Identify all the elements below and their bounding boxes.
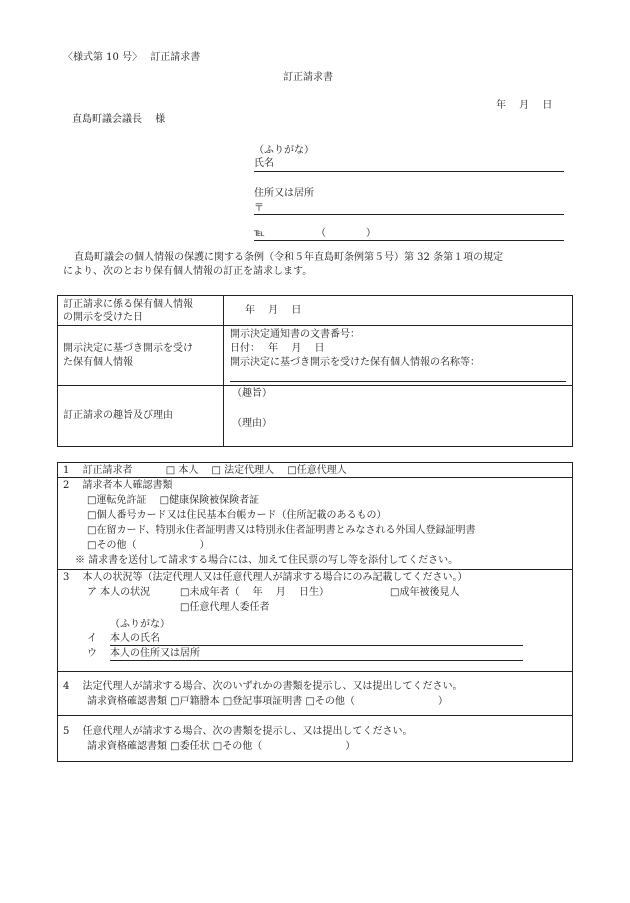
form-number: 〈様式第 10 号〉 訂正請求書 <box>63 52 201 63</box>
intro-line-1: 直島町議会の個人情報の保護に関する条例（令和５年直島町条例第５号）第 32 条第１項の規定 <box>74 252 504 263</box>
row1-label: 訂正請求に係る保有個人情報 <box>63 299 193 310</box>
row2-label: 開示決定に基づき開示を受け <box>63 343 193 354</box>
person-furigana: （ふりがな） <box>110 619 170 630</box>
section-2-note: ※ 請求書を送付して請求する場合には、加えて住民票の写し等を添付してください。 <box>75 555 459 566</box>
id-doc-option[interactable]: □在留カード、特別永住者証明書又は特別永住者証明書とみなされる外国人登録証明書 <box>87 525 476 536</box>
section-5-title: 5 任意代理人が請求する場合、次の書類を提示し、又は提出してください。 <box>63 726 413 737</box>
tel-label: ℡ <box>254 228 265 239</box>
id-doc-option[interactable]: □運転免許証 □健康保険被保険者証 <box>87 495 260 506</box>
name-field[interactable] <box>254 171 564 172</box>
row3-label: 訂正請求の趣旨及び理由 <box>63 410 173 421</box>
person-status-label: ア 本人の状況 <box>87 587 151 598</box>
person-address-field[interactable]: 本人の住所又は居所 <box>110 648 200 659</box>
row2-label: た保有個人情報 <box>63 357 133 368</box>
requester-type[interactable]: 1 訂正請求者 □ 本人 □ 法定代理人 □任意代理人 <box>63 465 347 476</box>
agent-docs[interactable]: 請求資格確認書類 □委任状 □その他（ ） <box>87 741 356 752</box>
doc-date-field[interactable]: 日付： 年 月 日 <box>230 343 325 354</box>
status-option[interactable]: □成年被後見人 <box>390 587 460 598</box>
section-4-title: 4 法定代理人が請求する場合、次のいずれかの書類を提示し、又は提出してください。 <box>63 681 463 692</box>
table-divider <box>57 477 573 478</box>
person-address-line <box>110 660 523 661</box>
reason-field[interactable]: （理由） <box>232 418 272 429</box>
table-divider <box>57 671 573 672</box>
table-divider <box>57 569 573 570</box>
id-doc-option[interactable]: □その他（ ） <box>87 540 210 551</box>
person-address-label: ウ <box>87 648 97 659</box>
section-3-title: 3 本人の状況等（法定代理人又は任意代理人が請求する場合にのみ記載してください。） <box>63 572 468 583</box>
table-divider <box>223 295 224 447</box>
status-option[interactable]: □未成年者（ 年 月 日生） <box>180 587 329 598</box>
tel-field[interactable] <box>254 240 564 241</box>
intro-line-2: により、次のとおり保有個人情報の訂正を請求します。 <box>63 266 313 277</box>
person-name-field[interactable]: 本人の氏名 <box>110 633 160 644</box>
applicant-furigana: （ふりがな） <box>254 145 314 156</box>
purpose-field[interactable]: （趣旨） <box>232 388 272 399</box>
disclosure-date-field[interactable]: 年 月 日 <box>245 305 302 316</box>
addressee: 直島町議会議長 様 <box>72 114 166 125</box>
person-name-label: イ <box>87 633 97 644</box>
row1-label: の開示を受けた日 <box>63 312 143 323</box>
person-name-line <box>110 645 523 646</box>
table-divider <box>57 325 573 326</box>
info-name-label: 開示決定に基づき開示を受けた保有個人情報の名称等： <box>230 357 480 368</box>
address-label: 住所又は居所 <box>254 188 314 199</box>
postal-mark: 〒 <box>254 203 264 214</box>
status-option[interactable]: □任意代理人委任者 <box>180 602 270 613</box>
requester-table <box>57 462 573 762</box>
info-name-field[interactable] <box>230 381 566 382</box>
address-field[interactable] <box>254 214 564 215</box>
name-label: 氏名 <box>254 158 274 169</box>
id-doc-option[interactable]: □個人番号カード又は住民基本台帳カード（住所記載のあるもの） <box>87 510 387 521</box>
page-title: 訂正請求書 <box>283 72 333 83</box>
tel-paren: （ ） <box>316 228 376 239</box>
table-divider <box>57 715 573 716</box>
table-divider <box>57 385 573 386</box>
legal-rep-docs[interactable]: 請求資格確認書類 □戸籍謄本 □登記事項証明書 □その他（ ） <box>87 696 449 707</box>
date-line: 年 月 日 <box>496 100 553 111</box>
section-2-title: 2 請求者本人確認書類 <box>63 480 173 491</box>
doc-number-field[interactable]: 開示決定通知書の文書番号： <box>230 329 360 340</box>
